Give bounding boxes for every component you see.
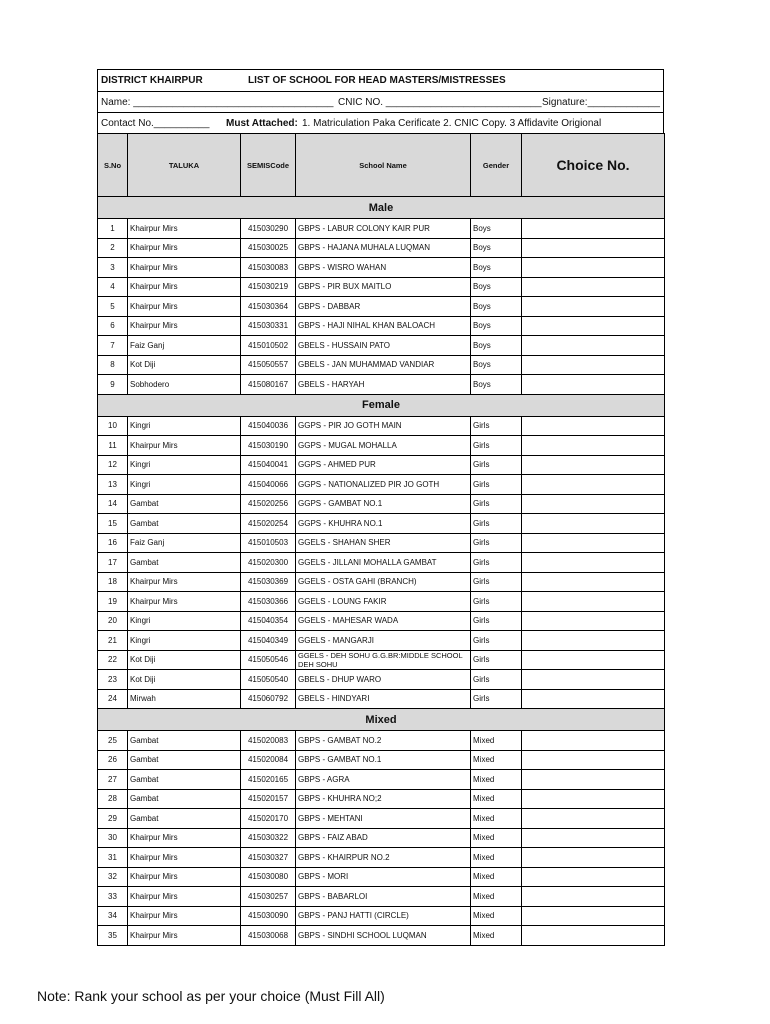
school-name-cell: GBPS - AGRA [296,770,471,790]
semis-code-cell: 415080167 [241,375,296,395]
school-name-cell: GBELS - JAN MUHAMMAD VANDIAR [296,355,471,375]
sno-cell: 15 [98,514,128,534]
name-field[interactable]: Name: ____________________________________ [101,97,334,108]
semis-code-cell: 415040349 [241,631,296,651]
choice-input-cell[interactable] [522,316,665,336]
school-name-cell: GBPS - PIR BUX MAITLO [296,277,471,297]
school-name-cell: GGELS - OSTA GAHI (BRANCH) [296,572,471,592]
table-row [98,611,665,631]
col-taluka: TALUKA [128,134,241,197]
taluka-cell: Khairpur Mirs [128,258,241,278]
school-name-cell: GGELS - LOUNG FAKIR [296,592,471,612]
gender-cell: Boys [471,277,522,297]
gender-cell: Mixed [471,731,522,751]
semis-code-cell: 415030025 [241,238,296,258]
sno-cell: 6 [98,316,128,336]
taluka-cell: Khairpur Mirs [128,926,241,946]
choice-input-cell[interactable] [522,455,665,475]
sno-cell: 10 [98,416,128,436]
col-semis-code: SEMISCode [241,134,296,197]
taluka-cell: Sobhodero [128,375,241,395]
choice-input-cell[interactable] [522,592,665,612]
school-name-cell: GGPS - NATIONALIZED PIR JO GOTH [296,475,471,495]
semis-code-cell: 415020170 [241,809,296,829]
choice-input-cell[interactable] [522,848,665,868]
taluka-cell: Faiz Ganj [128,336,241,356]
choice-input-cell[interactable] [522,494,665,514]
semis-code-cell: 415020157 [241,789,296,809]
school-name-cell: GGPS - AHMED PUR [296,455,471,475]
gender-cell: Mixed [471,867,522,887]
choice-input-cell[interactable] [522,809,665,829]
gender-cell: Mixed [471,809,522,829]
header-contact-row [97,112,664,133]
sno-cell: 34 [98,906,128,926]
semis-code-cell: 415040354 [241,611,296,631]
gender-cell: Boys [471,336,522,356]
gender-cell: Girls [471,611,522,631]
school-name-cell: GBPS - BABARLOI [296,887,471,907]
table-row [98,219,665,239]
section-header-male [98,197,665,219]
choice-input-cell[interactable] [522,355,665,375]
gender-cell: Girls [471,631,522,651]
section-header-female [98,394,665,416]
school-name-cell: GBPS - FAIZ ABAD [296,828,471,848]
table-row [98,514,665,534]
sno-cell: 7 [98,336,128,356]
gender-cell: Girls [471,455,522,475]
gender-cell: Boys [471,258,522,278]
must-attached-text: 1. Matriculation Paka Cerificate 2. CNIC Copy. 3 Affidavite Origional [302,118,602,129]
choice-input-cell[interactable] [522,297,665,317]
taluka-cell: Kot Diji [128,355,241,375]
section-title: Mixed [98,709,665,731]
choice-input-cell[interactable] [522,277,665,297]
taluka-cell: Khairpur Mirs [128,572,241,592]
school-name-cell: GGELS - MANGARJI [296,631,471,651]
gender-cell: Girls [471,475,522,495]
taluka-cell: Khairpur Mirs [128,592,241,612]
choice-input-cell[interactable] [522,375,665,395]
semis-code-cell: 415030090 [241,906,296,926]
table-row [98,592,665,612]
school-name-cell: GBPS - DABBAR [296,297,471,317]
taluka-cell: Kot Diji [128,650,241,670]
semis-code-cell: 415030327 [241,848,296,868]
taluka-cell: Gambat [128,789,241,809]
sno-cell: 5 [98,297,128,317]
semis-code-cell: 415040066 [241,475,296,495]
taluka-cell: Kingri [128,475,241,495]
choice-input-cell[interactable] [522,867,665,887]
gender-cell: Girls [471,650,522,670]
table-row [98,789,665,809]
gender-cell: Mixed [471,906,522,926]
semis-code-cell: 415060792 [241,689,296,709]
table-row [98,297,665,317]
taluka-cell: Gambat [128,494,241,514]
table-row [98,436,665,456]
table-row [98,416,665,436]
gender-cell: Mixed [471,828,522,848]
semis-code-cell: 415030083 [241,258,296,278]
sno-cell: 26 [98,750,128,770]
school-name-cell: GBELS - HINDYARI [296,689,471,709]
gender-cell: Girls [471,494,522,514]
gender-cell: Girls [471,514,522,534]
school-name-cell: GBPS - GAMBAT NO.2 [296,731,471,751]
table-row [98,316,665,336]
school-name-cell: GBPS - MORI [296,867,471,887]
sno-cell: 27 [98,770,128,790]
table-row [98,828,665,848]
choice-input-cell[interactable] [522,750,665,770]
gender-cell: Girls [471,670,522,690]
semis-code-cell: 415030219 [241,277,296,297]
choice-input-cell[interactable] [522,650,665,670]
gender-cell: Boys [471,297,522,317]
school-name-cell: GGPS - MUGAL MOHALLA [296,436,471,456]
table-row [98,670,665,690]
taluka-cell: Khairpur Mirs [128,828,241,848]
taluka-cell: Kot Diji [128,670,241,690]
sno-cell: 4 [98,277,128,297]
choice-input-cell[interactable] [522,926,665,946]
gender-cell: Girls [471,572,522,592]
taluka-cell: Khairpur Mirs [128,316,241,336]
footer-note: Note: Rank your school as per your choice (Must Fill All) [37,988,385,1004]
choice-input-cell[interactable] [522,219,665,239]
semis-code-cell: 415030366 [241,592,296,612]
taluka-cell: Kingri [128,631,241,651]
table-row [98,455,665,475]
table-row [98,887,665,907]
table-row [98,494,665,514]
table-row [98,355,665,375]
semis-code-cell: 415020083 [241,731,296,751]
schools-table [97,133,665,946]
taluka-cell: Kingri [128,416,241,436]
choice-input-cell[interactable] [522,533,665,553]
col-sno: S.No [98,134,128,197]
semis-code-cell: 415030322 [241,828,296,848]
sno-cell: 35 [98,926,128,946]
sno-cell: 8 [98,355,128,375]
taluka-cell: Khairpur Mirs [128,848,241,868]
taluka-cell: Khairpur Mirs [128,277,241,297]
gender-cell: Girls [471,689,522,709]
taluka-cell: Gambat [128,750,241,770]
section-title: Female [98,394,665,416]
table-row [98,238,665,258]
table-row [98,572,665,592]
header-title-row [97,69,664,91]
school-name-cell: GBELS - HARYAH [296,375,471,395]
taluka-cell: Gambat [128,553,241,573]
sno-cell: 19 [98,592,128,612]
choice-input-cell[interactable] [522,514,665,534]
sno-cell: 28 [98,789,128,809]
school-name-cell: GGELS - MAHESAR WADA [296,611,471,631]
header-name-row [97,91,664,112]
semis-code-cell: 415030331 [241,316,296,336]
choice-input-cell[interactable] [522,553,665,573]
sno-cell: 29 [98,809,128,829]
sno-cell: 32 [98,867,128,887]
table-row [98,375,665,395]
table-row [98,277,665,297]
sno-cell: 25 [98,731,128,751]
choice-input-cell[interactable] [522,572,665,592]
table-row [98,770,665,790]
list-title: LIST OF SCHOOL FOR HEAD MASTERS/MISTRESSES [248,75,506,86]
sno-cell: 20 [98,611,128,631]
table-row [98,731,665,751]
sno-cell: 16 [98,533,128,553]
taluka-cell: Khairpur Mirs [128,219,241,239]
table-row [98,475,665,495]
semis-code-cell: 415030080 [241,867,296,887]
choice-input-cell[interactable] [522,436,665,456]
gender-cell: Girls [471,416,522,436]
gender-cell: Girls [471,592,522,612]
contact-field[interactable]: Contact No.__________ [101,118,210,129]
gender-cell: Girls [471,553,522,573]
school-name-cell: GBPS - KHUHRA NO;2 [296,789,471,809]
semis-code-cell: 415010502 [241,336,296,356]
gender-cell: Boys [471,316,522,336]
taluka-cell: Kingri [128,455,241,475]
school-name-cell: GBPS - SINDHI SCHOOL LUQMAN [296,926,471,946]
gender-cell: Mixed [471,887,522,907]
gender-cell: Girls [471,436,522,456]
table-row [98,867,665,887]
cnic-field[interactable]: CNIC NO. ____________________________ [338,97,542,108]
taluka-cell: Gambat [128,514,241,534]
table-row [98,689,665,709]
choice-input-cell[interactable] [522,689,665,709]
school-name-cell: GBPS - KHAIRPUR NO.2 [296,848,471,868]
table-row [98,750,665,770]
semis-code-cell: 415020084 [241,750,296,770]
sno-cell: 1 [98,219,128,239]
semis-code-cell: 415050557 [241,355,296,375]
gender-cell: Boys [471,219,522,239]
school-name-cell: GBELS - DHUP WARO [296,670,471,690]
table-row [98,848,665,868]
gender-cell: Mixed [471,770,522,790]
sno-cell: 30 [98,828,128,848]
table-row [98,258,665,278]
taluka-cell: Gambat [128,770,241,790]
choice-input-cell[interactable] [522,906,665,926]
semis-code-cell: 415030290 [241,219,296,239]
choice-input-cell[interactable] [522,336,665,356]
school-name-cell: GBPS - GAMBAT NO.1 [296,750,471,770]
gender-cell: Boys [471,375,522,395]
gender-cell: Mixed [471,750,522,770]
gender-cell: Mixed [471,789,522,809]
must-attached-label: Must Attached: [226,118,298,129]
table-row [98,553,665,573]
choice-input-cell[interactable] [522,770,665,790]
sno-cell: 13 [98,475,128,495]
col-gender: Gender [471,134,522,197]
section-header-mixed [98,709,665,731]
district-label: DISTRICT KHAIRPUR [101,75,203,86]
table-row [98,809,665,829]
choice-input-cell[interactable] [522,631,665,651]
taluka-cell: Kingri [128,611,241,631]
table-row [98,906,665,926]
choice-input-cell[interactable] [522,828,665,848]
taluka-cell: Faiz Ganj [128,533,241,553]
table-row [98,533,665,553]
section-title: Male [98,197,665,219]
sno-cell: 3 [98,258,128,278]
sno-cell: 12 [98,455,128,475]
semis-code-cell: 415040036 [241,416,296,436]
semis-code-cell: 415020300 [241,553,296,573]
semis-code-cell: 415020256 [241,494,296,514]
table-row [98,631,665,651]
semis-code-cell: 415050540 [241,670,296,690]
taluka-cell: Khairpur Mirs [128,867,241,887]
choice-input-cell[interactable] [522,258,665,278]
sno-cell: 17 [98,553,128,573]
sno-cell: 22 [98,650,128,670]
semis-code-cell: 415030068 [241,926,296,946]
gender-cell: Mixed [471,848,522,868]
taluka-cell: Gambat [128,809,241,829]
table-row [98,926,665,946]
sno-cell: 2 [98,238,128,258]
taluka-cell: Khairpur Mirs [128,238,241,258]
school-name-cell: GGELS - JILLANI MOHALLA GAMBAT [296,553,471,573]
choice-input-cell[interactable] [522,611,665,631]
table-row [98,336,665,356]
sno-cell: 31 [98,848,128,868]
sno-cell: 11 [98,436,128,456]
school-name-cell: GGPS - GAMBAT NO.1 [296,494,471,514]
school-name-cell: GGELS - DEH SOHU G.G.BR:MIDDLE SCHOOL DEH SOHU [296,650,471,670]
semis-code-cell: 415030190 [241,436,296,456]
gender-cell: Girls [471,533,522,553]
taluka-cell: Khairpur Mirs [128,906,241,926]
choice-input-cell[interactable] [522,670,665,690]
school-name-cell: GGELS - SHAHAN SHER [296,533,471,553]
choice-input-cell[interactable] [522,731,665,751]
col-school-name: School Name [296,134,471,197]
taluka-cell: Khairpur Mirs [128,887,241,907]
semis-code-cell: 415030257 [241,887,296,907]
semis-code-cell: 415020254 [241,514,296,534]
sno-cell: 9 [98,375,128,395]
choice-input-cell[interactable] [522,789,665,809]
school-name-cell: GBPS - LABUR COLONY KAIR PUR [296,219,471,239]
sno-cell: 24 [98,689,128,709]
choice-input-cell[interactable] [522,475,665,495]
school-name-cell: GGPS - KHUHRA NO.1 [296,514,471,534]
semis-code-cell: 415050546 [241,650,296,670]
taluka-cell: Khairpur Mirs [128,297,241,317]
sno-cell: 18 [98,572,128,592]
choice-input-cell[interactable] [522,416,665,436]
signature-field[interactable]: Signature:_____________ [542,97,660,108]
school-list-sheet [97,69,664,946]
school-name-cell: GBPS - HAJANA MUHALA LUQMAN [296,238,471,258]
school-name-cell: GBPS - WISRO WAHAN [296,258,471,278]
col-choice-no: Choice No. [522,134,665,197]
semis-code-cell: 415020165 [241,770,296,790]
table-row [98,650,665,670]
sno-cell: 23 [98,670,128,690]
school-name-cell: GBPS - HAJI NIHAL KHAN BALOACH [296,316,471,336]
gender-cell: Mixed [471,926,522,946]
table-header-row [98,134,665,197]
taluka-cell: Gambat [128,731,241,751]
gender-cell: Boys [471,355,522,375]
semis-code-cell: 415040041 [241,455,296,475]
choice-input-cell[interactable] [522,887,665,907]
sno-cell: 33 [98,887,128,907]
school-name-cell: GBELS - HUSSAIN PATO [296,336,471,356]
school-name-cell: GBPS - PANJ HATTI (CIRCLE) [296,906,471,926]
sno-cell: 21 [98,631,128,651]
taluka-cell: Mirwah [128,689,241,709]
sno-cell: 14 [98,494,128,514]
choice-input-cell[interactable] [522,238,665,258]
school-name-cell: GBPS - MEHTANI [296,809,471,829]
gender-cell: Boys [471,238,522,258]
taluka-cell: Khairpur Mirs [128,436,241,456]
semis-code-cell: 415030369 [241,572,296,592]
school-name-cell: GGPS - PIR JO GOTH MAIN [296,416,471,436]
semis-code-cell: 415030364 [241,297,296,317]
semis-code-cell: 415010503 [241,533,296,553]
